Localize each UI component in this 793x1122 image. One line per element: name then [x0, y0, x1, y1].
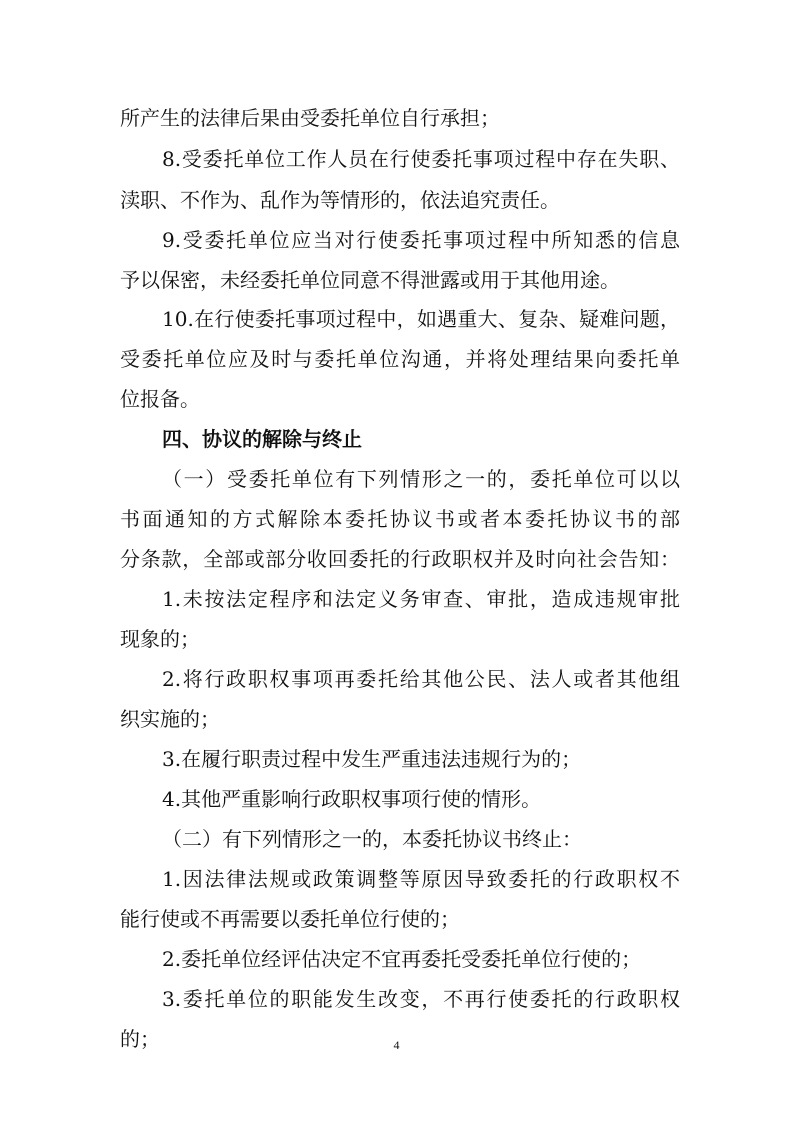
- paragraph-line: 予以保密，未经委托单位同意不得泄露或用于其他用途。: [120, 268, 620, 292]
- paragraph-line: 9.受委托单位应当对行使委托事项过程中所知悉的信息: [162, 228, 680, 252]
- paragraph-line: 3.委托单位的职能发生改变，不再行使委托的行政职权: [162, 987, 680, 1011]
- section-heading: 四、协议的解除与终止: [162, 427, 362, 451]
- paragraph-line: 受委托单位应及时与委托单位沟通，并将处理结果向委托单: [120, 347, 680, 371]
- paragraph-line: 8.受委托单位工作人员在行使委托事项过程中存在失职、: [162, 147, 680, 171]
- paragraph-line: 能行使或不再需要以委托单位行使的；: [120, 907, 460, 931]
- paragraph-line: 3.在履行职责过程中发生严重违法违规行为的；: [162, 747, 582, 771]
- paragraph-line: 4.其他严重影响行政职权事项行使的情形。: [162, 787, 542, 811]
- paragraph-line: 织实施的；: [120, 707, 220, 731]
- paragraph-line: 位报备。: [120, 387, 200, 411]
- paragraph-line: （二）有下列情形之一的，本委托协议书终止：: [162, 827, 582, 851]
- paragraph-line: 1.未按法定程序和法定义务审查、审批，造成违规审批: [162, 587, 680, 611]
- paragraph-line: 书面通知的方式解除本委托协议书或者本委托协议书的部: [120, 507, 680, 531]
- paragraph-line: 的；: [120, 1027, 160, 1051]
- paragraph-line: 10.在行使委托事项过程中，如遇重大、复杂、疑难问题，: [162, 307, 680, 331]
- paragraph-line: 1.因法律法规或政策调整等原因导致委托的行政职权不: [162, 867, 680, 891]
- paragraph-line: 分条款，全部或部分收回委托的行政职权并及时向社会告知：: [120, 547, 680, 571]
- paragraph-line: 2.将行政职权事项再委托给其他公民、法人或者其他组: [162, 667, 680, 691]
- paragraph-line: 现象的；: [120, 627, 200, 651]
- paragraph-line: （一）受委托单位有下列情形之一的，委托单位可以以: [162, 467, 680, 491]
- paragraph-line: 渎职、不作为、乱作为等情形的，依法追究责任。: [120, 188, 560, 212]
- page-number: 4: [393, 1038, 400, 1052]
- paragraph-line: 所产生的法律后果由受委托单位自行承担；: [120, 106, 500, 130]
- paragraph-line: 2.委托单位经评估决定不宜再委托受委托单位行使的；: [162, 947, 642, 971]
